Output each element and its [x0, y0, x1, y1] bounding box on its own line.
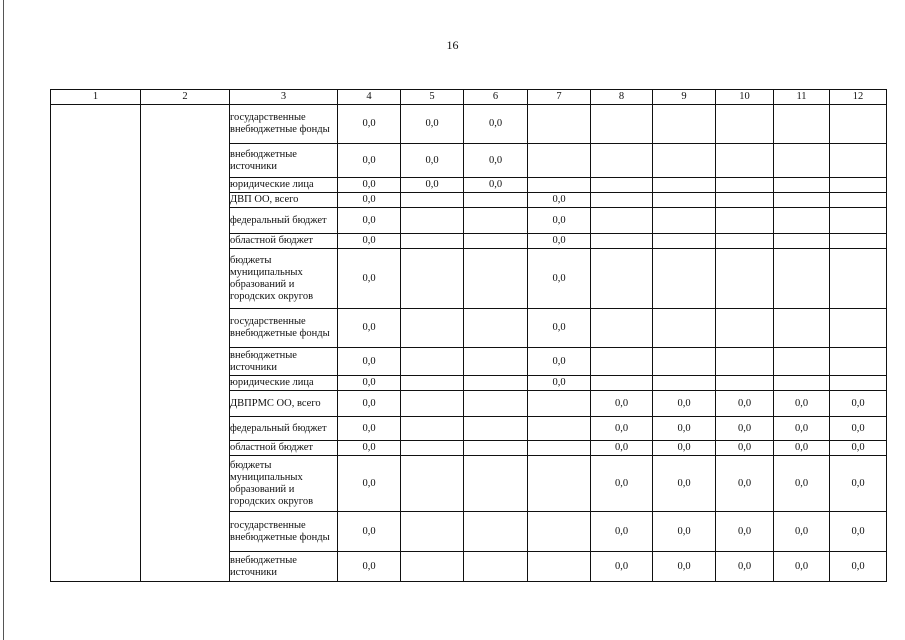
value-cell	[716, 234, 774, 249]
value-cell	[716, 309, 774, 348]
value-cell	[591, 144, 653, 178]
value-cell: 0,0	[338, 178, 401, 193]
value-cell	[464, 391, 528, 417]
row-label: ДВП ОО, всего	[230, 193, 338, 208]
value-cell: 0,0	[774, 512, 830, 552]
value-cell	[774, 105, 830, 144]
value-cell: 0,0	[401, 144, 464, 178]
value-cell	[830, 348, 887, 376]
row-label: областной бюджет	[230, 441, 338, 456]
value-cell	[591, 178, 653, 193]
value-cell: 0,0	[774, 441, 830, 456]
value-cell	[528, 512, 591, 552]
value-cell: 0,0	[338, 391, 401, 417]
column-header: 7	[528, 90, 591, 105]
value-cell	[401, 552, 464, 582]
value-cell: 0,0	[591, 391, 653, 417]
value-cell	[464, 552, 528, 582]
value-cell: 0,0	[528, 348, 591, 376]
value-cell	[716, 144, 774, 178]
value-cell	[464, 376, 528, 391]
value-cell: 0,0	[528, 309, 591, 348]
value-cell: 0,0	[338, 376, 401, 391]
value-cell	[774, 178, 830, 193]
value-cell	[464, 348, 528, 376]
row-label: юридические лица	[230, 178, 338, 193]
value-cell	[653, 105, 716, 144]
value-cell: 0,0	[716, 417, 774, 441]
column-header: 2	[141, 90, 230, 105]
value-cell: 0,0	[716, 456, 774, 512]
value-cell: 0,0	[591, 512, 653, 552]
column-header: 1	[51, 90, 141, 105]
value-cell	[830, 376, 887, 391]
value-cell: 0,0	[338, 105, 401, 144]
value-cell: 0,0	[830, 441, 887, 456]
value-cell: 0,0	[591, 417, 653, 441]
value-cell	[528, 391, 591, 417]
column-header: 4	[338, 90, 401, 105]
value-cell: 0,0	[591, 552, 653, 582]
value-cell	[528, 417, 591, 441]
value-cell	[528, 552, 591, 582]
value-cell: 0,0	[830, 391, 887, 417]
value-cell	[464, 193, 528, 208]
value-cell	[591, 348, 653, 376]
value-cell: 0,0	[528, 208, 591, 234]
value-cell: 0,0	[830, 456, 887, 512]
value-cell	[401, 249, 464, 309]
value-cell: 0,0	[653, 512, 716, 552]
value-cell	[528, 456, 591, 512]
row-label: государственные внебюджетные фонды	[230, 309, 338, 348]
value-cell	[716, 376, 774, 391]
row-label: юридические лица	[230, 376, 338, 391]
value-cell: 0,0	[830, 512, 887, 552]
value-cell: 0,0	[716, 441, 774, 456]
value-cell	[401, 441, 464, 456]
column-2-merged-cell	[141, 105, 230, 582]
value-cell	[464, 417, 528, 441]
value-cell: 0,0	[338, 552, 401, 582]
value-cell: 0,0	[338, 234, 401, 249]
value-cell: 0,0	[716, 552, 774, 582]
value-cell	[774, 234, 830, 249]
table-body	[51, 105, 887, 582]
value-cell	[591, 193, 653, 208]
value-cell: 0,0	[464, 105, 528, 144]
value-cell	[830, 144, 887, 178]
value-cell: 0,0	[653, 552, 716, 582]
value-cell: 0,0	[401, 178, 464, 193]
value-cell	[401, 208, 464, 234]
column-header: 5	[401, 90, 464, 105]
value-cell	[464, 208, 528, 234]
column-header: 9	[653, 90, 716, 105]
value-cell: 0,0	[830, 417, 887, 441]
value-cell	[716, 348, 774, 376]
value-cell	[464, 456, 528, 512]
value-cell	[653, 208, 716, 234]
value-cell: 0,0	[774, 552, 830, 582]
value-cell	[830, 249, 887, 309]
value-cell	[528, 144, 591, 178]
value-cell: 0,0	[716, 512, 774, 552]
value-cell: 0,0	[338, 441, 401, 456]
value-cell	[653, 234, 716, 249]
value-cell	[830, 105, 887, 144]
value-cell	[653, 144, 716, 178]
value-cell	[830, 309, 887, 348]
row-label: федеральный бюджет	[230, 417, 338, 441]
value-cell	[830, 193, 887, 208]
value-cell	[401, 309, 464, 348]
value-cell	[830, 178, 887, 193]
value-cell	[716, 249, 774, 309]
value-cell	[464, 441, 528, 456]
value-cell	[528, 441, 591, 456]
value-cell	[591, 208, 653, 234]
value-cell	[401, 348, 464, 376]
value-cell	[653, 178, 716, 193]
value-cell: 0,0	[338, 193, 401, 208]
value-cell	[591, 105, 653, 144]
value-cell	[830, 208, 887, 234]
value-cell: 0,0	[591, 456, 653, 512]
value-cell: 0,0	[653, 391, 716, 417]
column-header: 6	[464, 90, 528, 105]
budget-table	[50, 89, 887, 582]
value-cell	[716, 178, 774, 193]
row-label: внебюджетные источники	[230, 144, 338, 178]
value-cell	[653, 309, 716, 348]
value-cell: 0,0	[774, 456, 830, 512]
row-label: ДВПРМС ОО, всего	[230, 391, 338, 417]
value-cell	[653, 376, 716, 391]
value-cell: 0,0	[528, 193, 591, 208]
value-cell	[830, 234, 887, 249]
value-cell	[774, 208, 830, 234]
value-cell: 0,0	[653, 441, 716, 456]
value-cell	[716, 105, 774, 144]
row-label: бюджеты муниципальных образований и городских округов	[230, 249, 338, 309]
row-label: государственные внебюджетные фонды	[230, 512, 338, 552]
page-number: 16	[446, 38, 459, 52]
value-cell: 0,0	[774, 417, 830, 441]
value-cell: 0,0	[338, 208, 401, 234]
value-cell	[774, 376, 830, 391]
value-cell	[591, 249, 653, 309]
value-cell	[464, 249, 528, 309]
value-cell: 0,0	[716, 391, 774, 417]
row-label: внебюджетные источники	[230, 552, 338, 582]
value-cell: 0,0	[338, 417, 401, 441]
value-cell: 0,0	[528, 234, 591, 249]
scan-edge-line	[3, 0, 4, 640]
value-cell: 0,0	[774, 391, 830, 417]
value-cell: 0,0	[338, 309, 401, 348]
row-label: федеральный бюджет	[230, 208, 338, 234]
value-cell: 0,0	[528, 376, 591, 391]
value-cell	[528, 105, 591, 144]
value-cell: 0,0	[464, 178, 528, 193]
column-1-merged-cell	[51, 105, 141, 582]
row-label: государственные внебюджетные фонды	[230, 105, 338, 144]
value-cell: 0,0	[653, 456, 716, 512]
value-cell: 0,0	[653, 417, 716, 441]
value-cell	[591, 309, 653, 348]
table-row	[51, 105, 887, 144]
value-cell	[591, 234, 653, 249]
value-cell	[464, 512, 528, 552]
value-cell	[401, 376, 464, 391]
value-cell	[774, 348, 830, 376]
header-row	[51, 90, 887, 105]
value-cell: 0,0	[338, 456, 401, 512]
column-header: 3	[230, 90, 338, 105]
value-cell: 0,0	[830, 552, 887, 582]
value-cell	[653, 348, 716, 376]
value-cell	[774, 249, 830, 309]
value-cell	[401, 417, 464, 441]
value-cell	[401, 234, 464, 249]
value-cell	[528, 178, 591, 193]
value-cell	[774, 193, 830, 208]
value-cell: 0,0	[528, 249, 591, 309]
value-cell	[401, 456, 464, 512]
value-cell	[774, 309, 830, 348]
value-cell: 0,0	[338, 144, 401, 178]
value-cell: 0,0	[338, 512, 401, 552]
value-cell: 0,0	[591, 441, 653, 456]
value-cell: 0,0	[338, 249, 401, 309]
value-cell	[591, 376, 653, 391]
column-header: 12	[830, 90, 887, 105]
row-label: областной бюджет	[230, 234, 338, 249]
column-header: 8	[591, 90, 653, 105]
column-header: 10	[716, 90, 774, 105]
row-label: бюджеты муниципальных образований и городских округов	[230, 456, 338, 512]
value-cell	[401, 193, 464, 208]
row-label: внебюджетные источники	[230, 348, 338, 376]
value-cell	[653, 193, 716, 208]
value-cell	[653, 249, 716, 309]
value-cell	[401, 512, 464, 552]
value-cell	[716, 193, 774, 208]
value-cell: 0,0	[464, 144, 528, 178]
value-cell	[401, 391, 464, 417]
column-header: 11	[774, 90, 830, 105]
value-cell	[464, 309, 528, 348]
value-cell: 0,0	[338, 348, 401, 376]
value-cell	[716, 208, 774, 234]
value-cell: 0,0	[401, 105, 464, 144]
value-cell	[464, 234, 528, 249]
value-cell	[774, 144, 830, 178]
